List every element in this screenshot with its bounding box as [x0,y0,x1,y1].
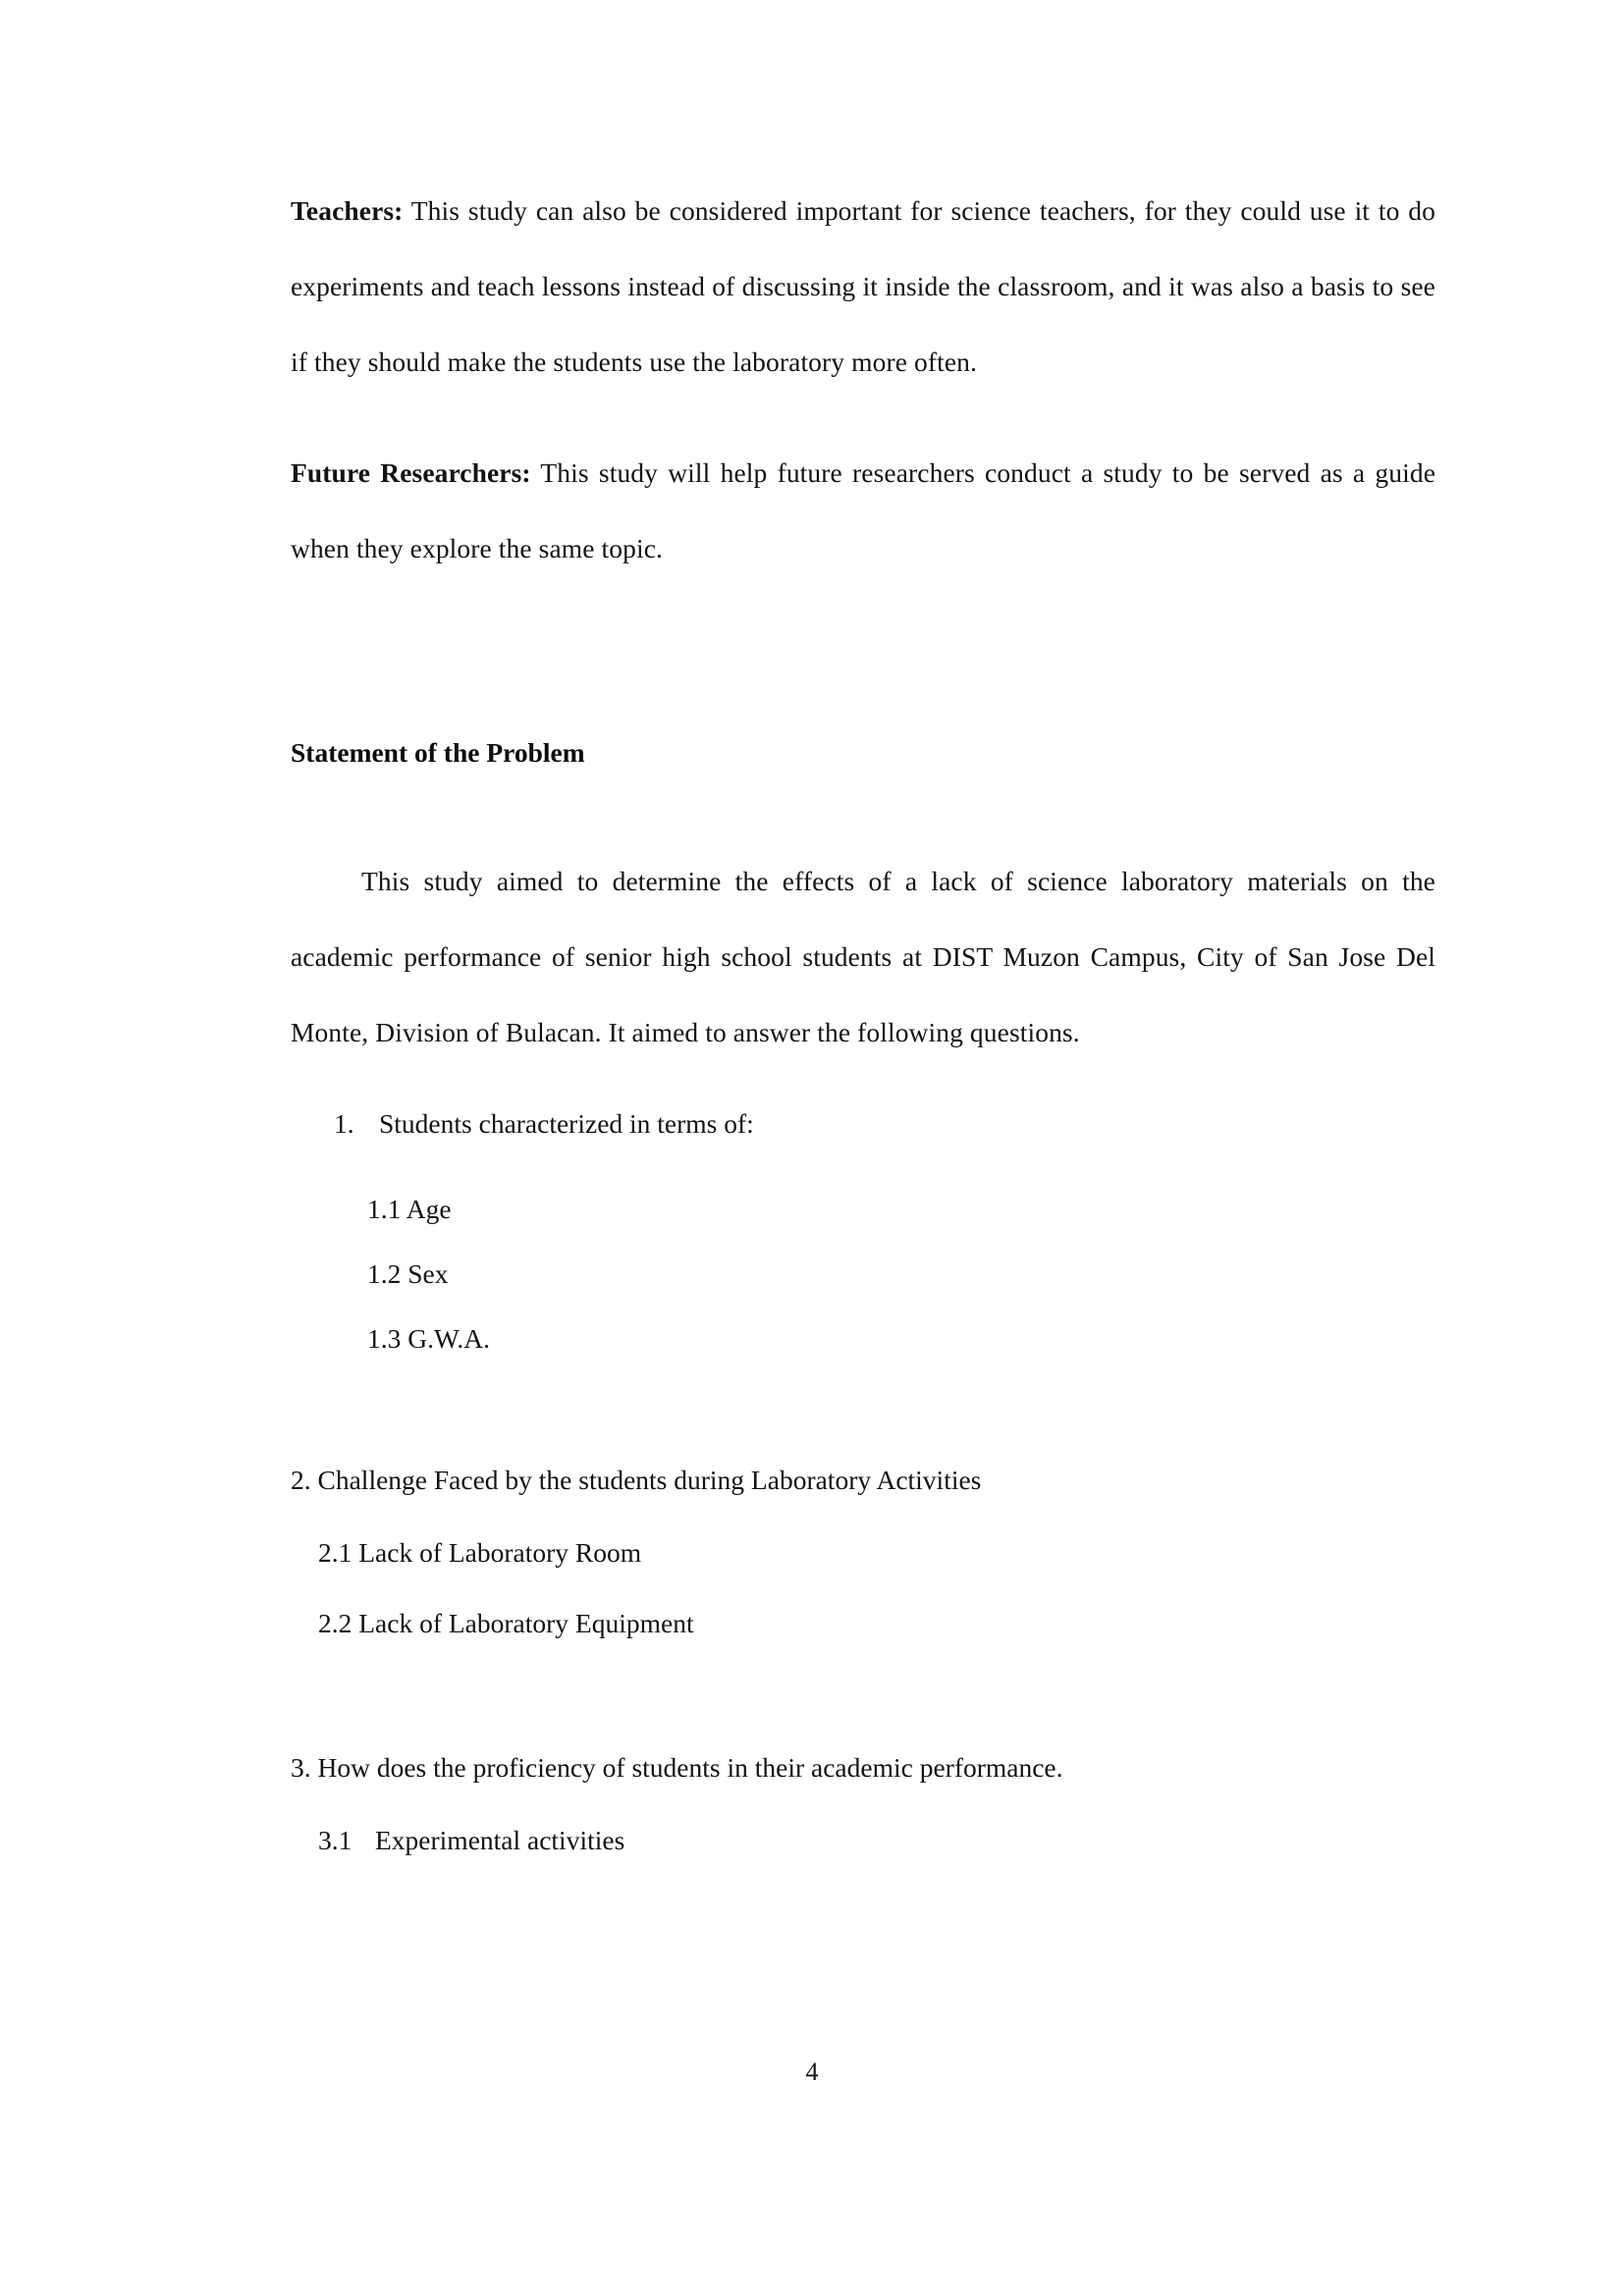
list-item-question-2: 2. Challenge Faced by the students during Laboratory Activities [291,1465,982,1495]
list-item-2-2: 2.2 Lack of Laboratory Equipment [318,1608,694,1638]
list-item-question-1 [291,1086,1435,1161]
spacer [291,1659,1435,1730]
list-item-1-1: 1.1 Age [367,1194,452,1224]
list-item-3-1-label: Experimental activities [375,1825,625,1855]
page-number: 4 [805,2057,819,2086]
paragraph-teachers-body: This study can also be considered important for science teachers, for they could use it to do experiments and teach lessons instead of discussing it inside the classroom, and it was also a basis to see if they should make the students use the laboratory more often. [291,195,1435,377]
list-item-3-1-number: 3.1 [318,1825,352,1855]
list-item-1-2: 1.2 Sex [367,1258,449,1289]
paragraph-teachers-lead: Teachers: [291,195,404,226]
spacer [291,773,1435,843]
paragraph-future-researchers-body: This study will help future researchers conduct a study to be served as a guide when they explore the same topic. [291,457,1436,563]
list-item-question-1-number: 1. [334,1108,354,1139]
paragraph-future-researchers-lead: Future Researchers: [291,457,531,488]
section-heading-statement-of-the-problem: Statement of the Problem [291,737,585,768]
paragraph-statement-intro: This study aimed to determine the effects of a lack of science laboratory materials on the academic performance of senior high school students at DIST Muzon Campus, City of San Jose Del Monte, Division of Bulacan. It aimed to answer the following questions. [291,866,1435,1047]
spacer [291,1070,1435,1086]
spacer [291,1161,1435,1177]
list-item-question-1-label: Students characterized in terms of: [379,1108,754,1139]
paragraph-future-researchers [291,435,1435,586]
list-item-1-3: 1.3 G.W.A. [367,1323,491,1354]
list-item-3-1 [291,1805,1435,1876]
spacer [291,586,1435,733]
list-item-2-1: 2.1 Lack of Laboratory Room [318,1537,642,1568]
paragraph-teachers [291,173,1435,400]
spacer [291,1371,1435,1442]
spacer [291,400,1435,435]
list-item-question-3: 3. How does the proficiency of students in their academic performance. [291,1752,1063,1783]
page-content [291,173,1435,1876]
